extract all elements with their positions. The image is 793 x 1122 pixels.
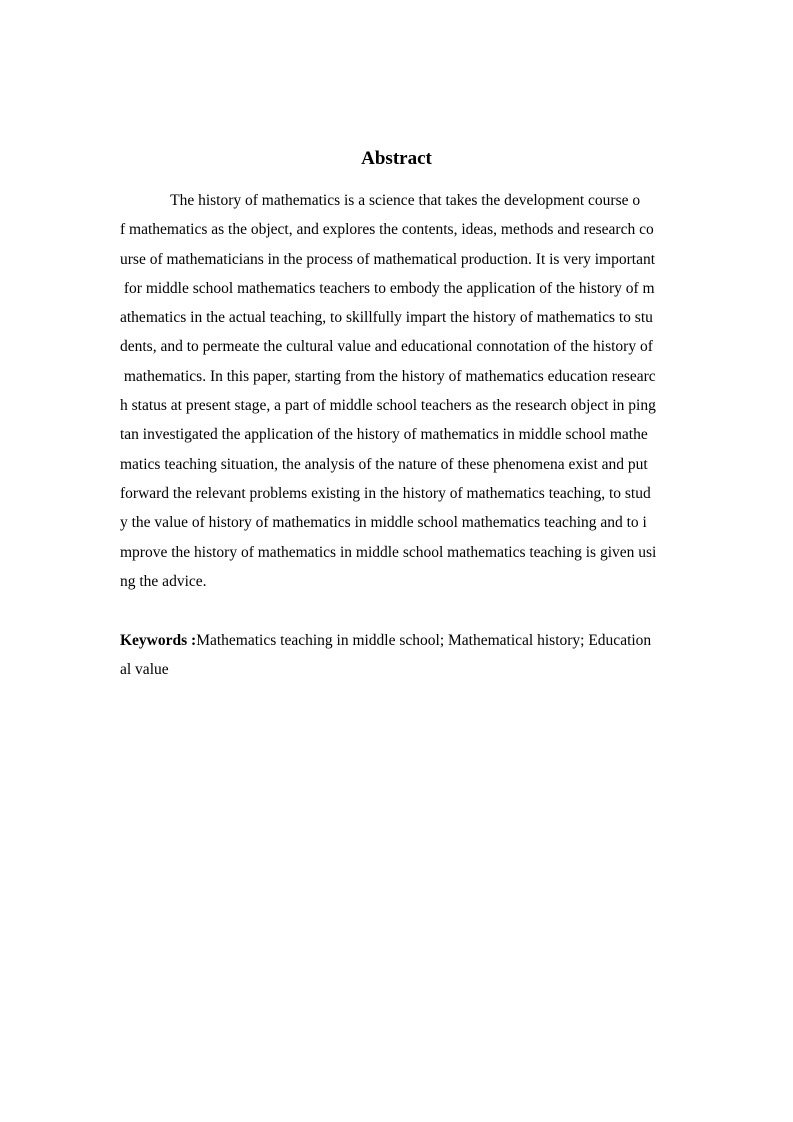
- keywords-label: Keywords :: [120, 632, 197, 649]
- abstract-line: ng the advice.: [120, 572, 207, 590]
- abstract-line: urse of mathematicians in the process of mathematical production. It is very important: [120, 250, 656, 268]
- abstract-line: The history of mathematics is a science that takes the development course o: [120, 192, 641, 209]
- abstract-line: h status at present stage, a part of middle school teachers as the research object in ping: [120, 397, 656, 415]
- abstract-body: [120, 186, 680, 596]
- keywords-section: [120, 626, 680, 685]
- abstract-line: tan investigated the application of the history of mathematics in middle school mathe: [120, 426, 648, 444]
- abstract-line: athematics in the actual teaching, to skillfully impart the history of mathematics to stu: [120, 309, 653, 327]
- abstract-line: for middle school mathematics teachers to embody the application of the history of m: [120, 279, 655, 297]
- keywords-line: [120, 626, 680, 655]
- abstract-line: forward the relevant problems existing in the history of mathematics teaching, to stud: [120, 484, 651, 502]
- keywords-text: Mathematics teaching in middle school; Mathematical history; Education: [196, 632, 652, 649]
- abstract-title: Abstract: [361, 148, 432, 169]
- keywords-line: al value: [120, 661, 169, 679]
- abstract-line: dents, and to permeate the cultural value and educational connotation of the history of: [120, 338, 653, 356]
- abstract-line: y the value of history of mathematics in middle school mathematics teaching and to i: [120, 514, 647, 532]
- abstract-line: mathematics. In this paper, starting from the history of mathematics education researc: [120, 367, 656, 385]
- abstract-line: mprove the history of mathematics in middle school mathematics teaching is given usi: [120, 543, 657, 561]
- abstract-line: matics teaching situation, the analysis of the nature of these phenomena exist and put: [120, 455, 648, 473]
- abstract-line: f mathematics as the object, and explores the contents, ideas, methods and research co: [120, 221, 654, 239]
